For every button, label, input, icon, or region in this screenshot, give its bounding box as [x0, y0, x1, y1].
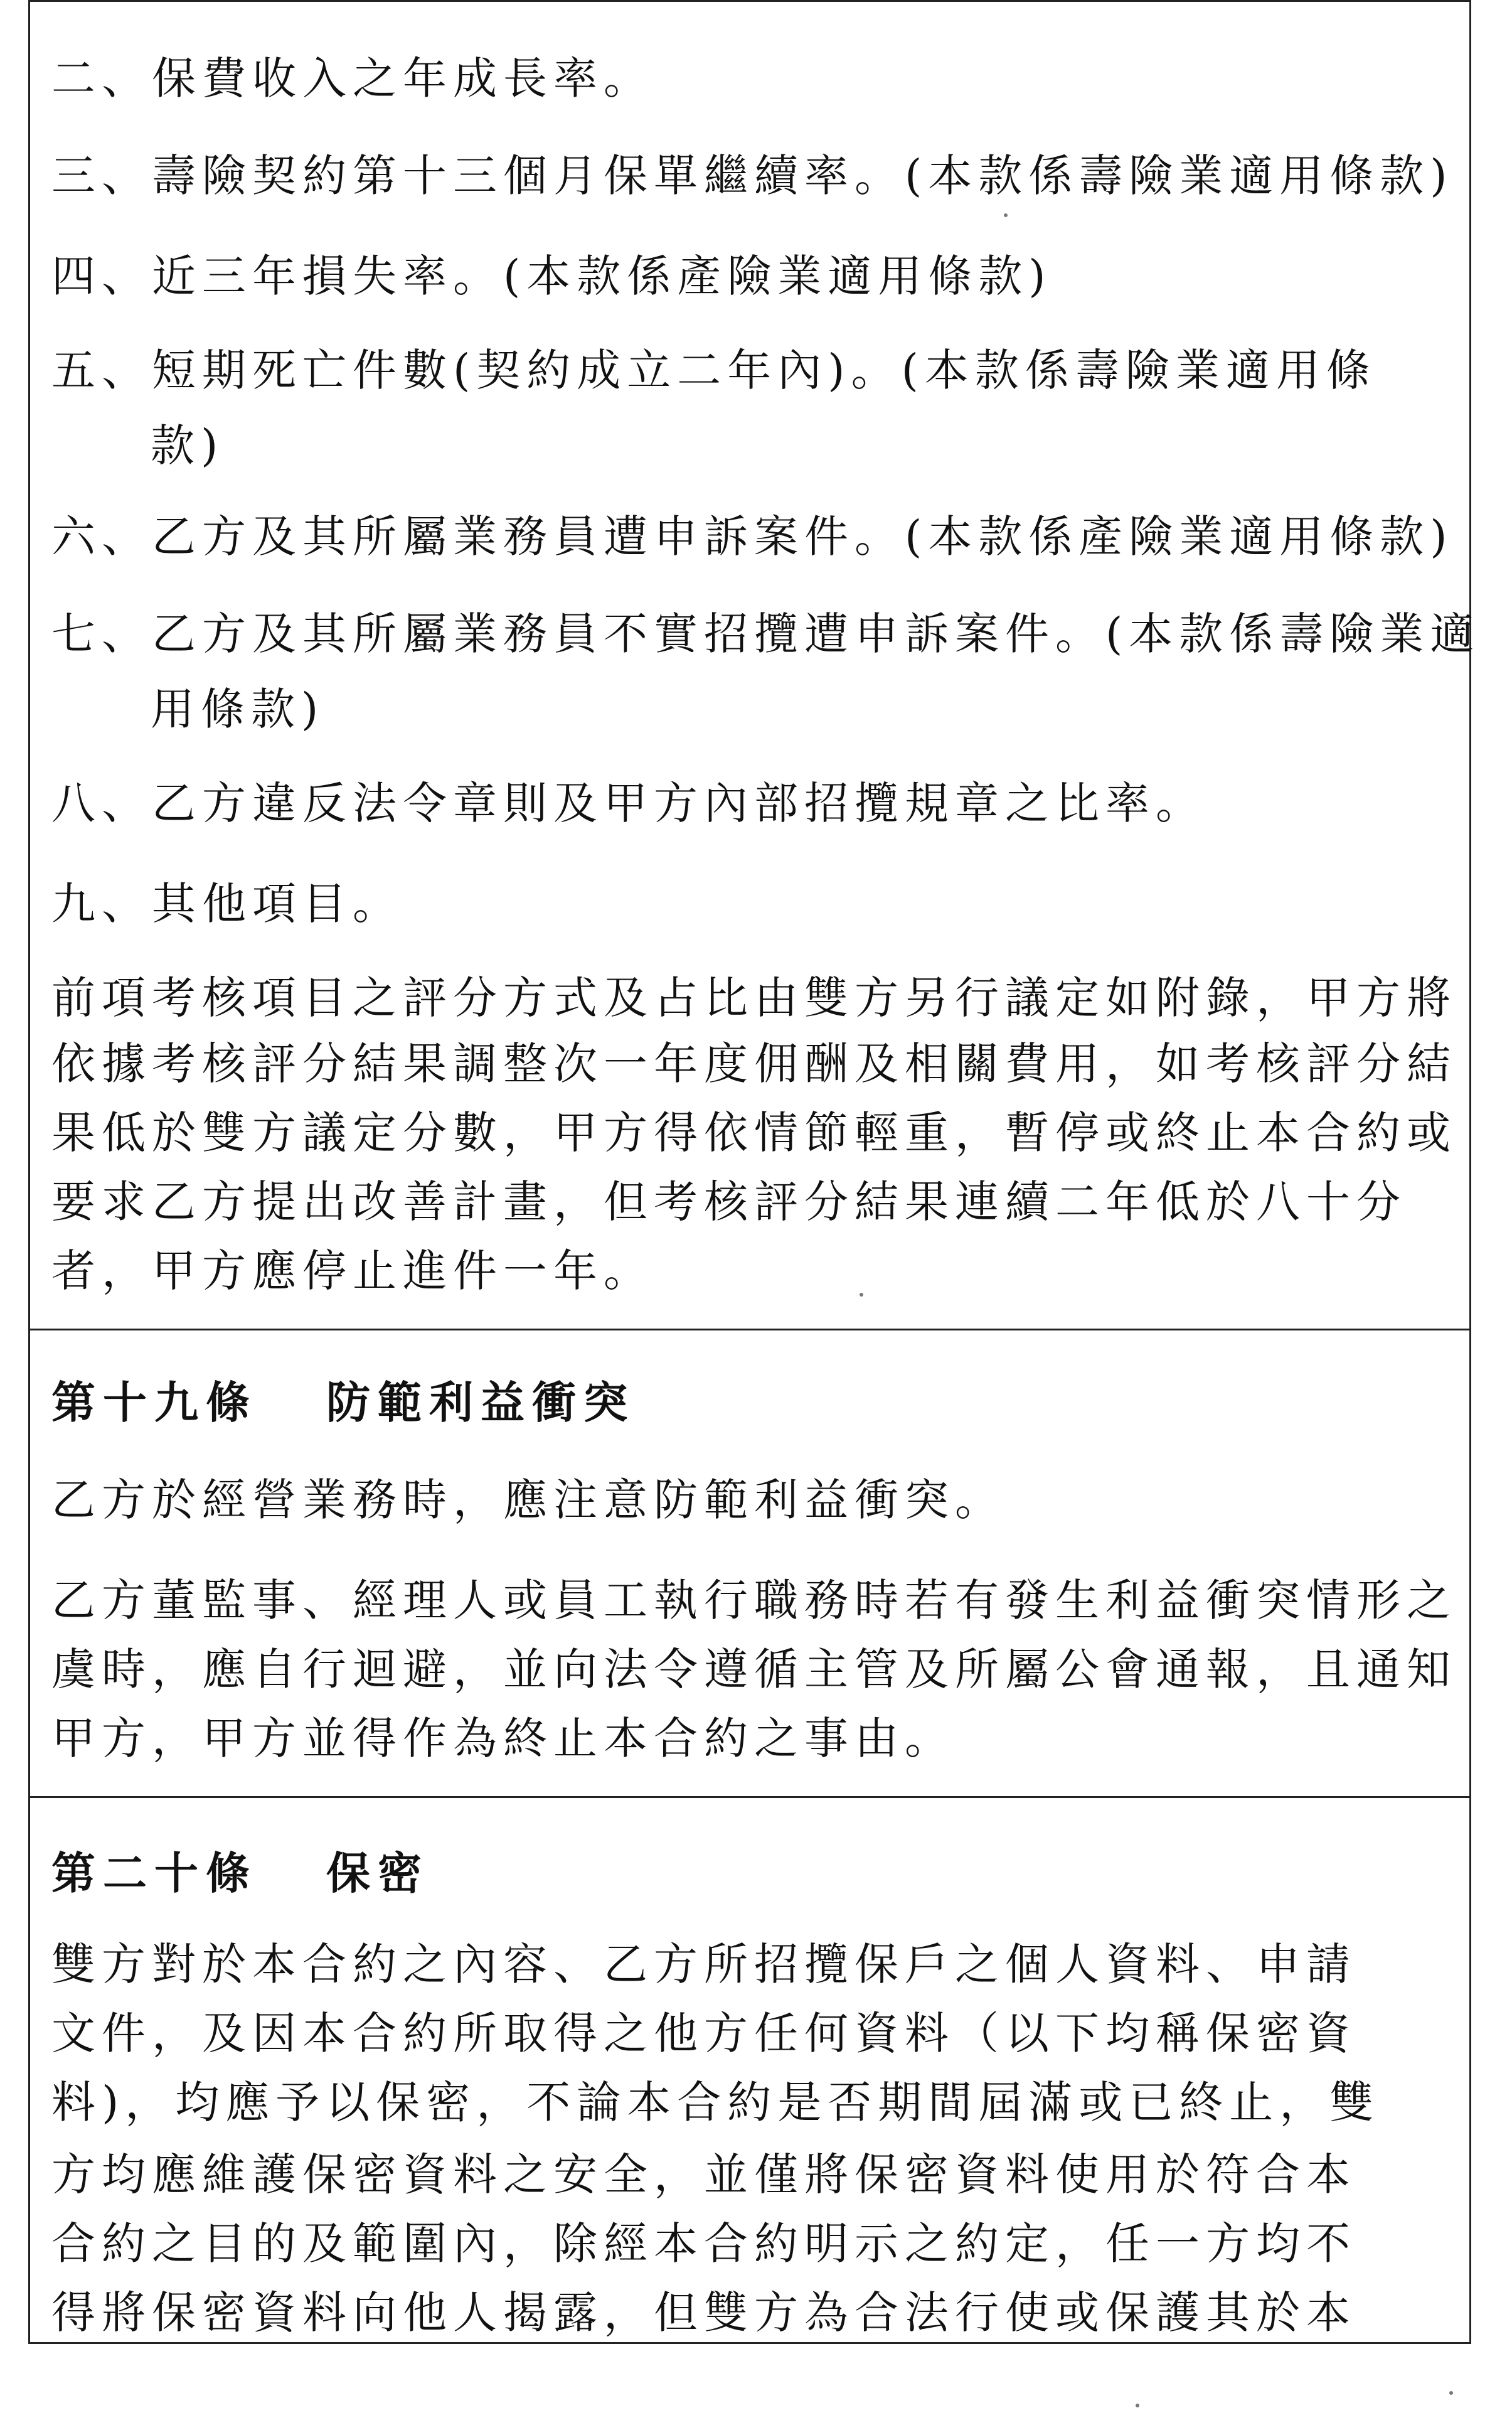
article-title: 保密	[326, 1847, 429, 1899]
paragraph-line: 甲方，甲方並得作為終止本合約之事由。	[51, 1713, 955, 1764]
paragraph-line: 者，甲方應停止進件一年。	[51, 1245, 654, 1297]
article-heading	[51, 1845, 429, 1902]
paragraph-line: 料)，均應予以保密，不論本合約是否期間屆滿或已終止，雙	[51, 2077, 1380, 2128]
scan-speck	[860, 1293, 863, 1297]
scan-speck	[1004, 213, 1008, 217]
paragraph-line: 依據考核評分結果調整次一年度佣酬及相關費用，如考核評分結	[51, 1038, 1457, 1089]
paragraph-line: 乙方董監事、經理人或員工執行職務時若有發生利益衝突情形之	[51, 1575, 1457, 1626]
paragraph-line: 合約之目的及範圍內，除經本合約明示之約定，任一方均不	[51, 2218, 1356, 2269]
paragraph-line: 文件，及因本合約所取得之他方任何資料（以下均稱保密資	[51, 2008, 1356, 2059]
article-title: 防範利益衝突	[326, 1376, 635, 1428]
article-number: 第二十條	[51, 1847, 257, 1899]
paragraph-line: 虞時，應自行迴避，並向法令遵循主管及所屬公會通報，且通知	[51, 1644, 1457, 1695]
article-number: 第十九條	[51, 1376, 257, 1428]
list-item-continuation: 款)	[151, 420, 225, 471]
paragraph-line: 前項考核項目之評分方式及占比由雙方另行議定如附錄，甲方將	[51, 972, 1457, 1024]
paragraph-line: 要求乙方提出改善計畫，但考核評分結果連續二年低於八十分	[51, 1176, 1407, 1228]
article-heading	[51, 1374, 635, 1431]
list-item: 八、乙方違反法令章則及甲方內部招攬規章之比率。	[51, 778, 1206, 829]
list-item: 三、壽險契約第十三個月保單繼續率。(本款係壽險業適用條款)	[51, 150, 1454, 201]
list-item: 七、乙方及其所屬業務員不實招攬遭申訴案件。(本款係壽險業適	[51, 608, 1481, 660]
list-item: 九、其他項目。	[51, 878, 403, 929]
list-item: 五、短期死亡件數(契約成立二年內)。(本款係壽險業適用條	[51, 345, 1376, 396]
list-item-continuation: 用條款)	[151, 683, 325, 735]
paragraph-line: 乙方於經營業務時，應注意防範利益衝突。	[51, 1474, 1005, 1526]
list-item: 六、乙方及其所屬業務員遭申訴案件。(本款係產險業適用條款)	[51, 511, 1454, 562]
scan-speck	[1136, 2404, 1139, 2407]
paragraph-line: 果低於雙方議定分數，甲方得依情節輕重，暫停或終止本合約或	[51, 1107, 1457, 1159]
list-item: 二、保費收入之年成長率。	[51, 53, 654, 104]
paragraph-line: 雙方對於本合約之內容、乙方所招攬保戶之個人資料、申請	[51, 1939, 1356, 1990]
paragraph-line: 方均應維護保密資料之安全，並僅將保密資料使用於符合本	[51, 2149, 1356, 2200]
list-item: 四、近三年損失率。(本款係產險業適用條款)	[51, 250, 1052, 302]
paragraph-line: 得將保密資料向他人揭露，但雙方為合法行使或保護其於本	[51, 2287, 1356, 2338]
scan-speck	[1449, 2391, 1453, 2395]
